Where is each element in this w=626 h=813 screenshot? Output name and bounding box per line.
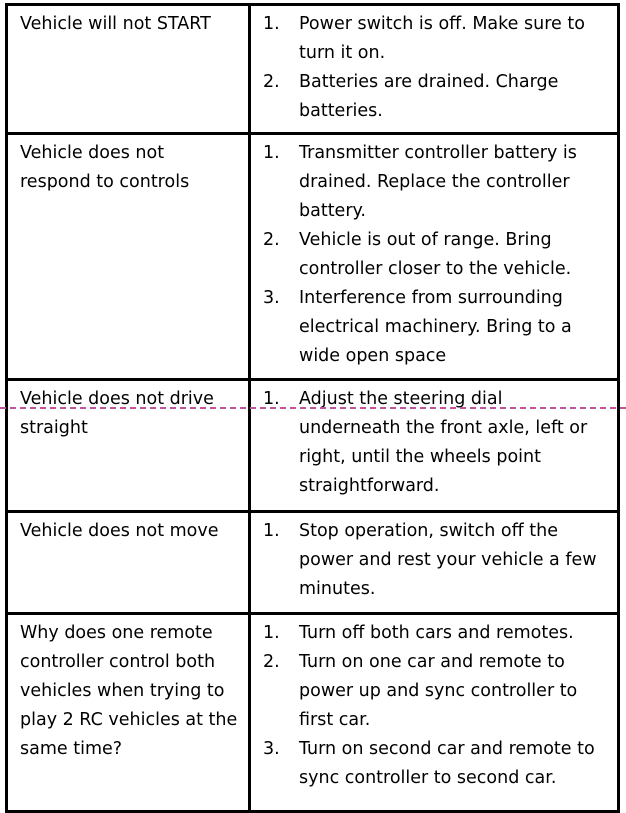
table-row — [7, 380, 619, 512]
problem-cell: Vehicle does not respond to controls — [7, 134, 250, 380]
solution-cell — [250, 134, 619, 380]
solution-item — [263, 735, 609, 793]
solution-list — [263, 139, 609, 371]
step-text: Adjust the steering dial underneath the front axle, left or right, until the wheels point straightforward. — [299, 389, 588, 496]
step-text: Turn on second car and remote to sync controller to second car. — [299, 739, 595, 788]
page-cut-line — [0, 407, 626, 409]
step-number: 3. — [263, 739, 280, 759]
step-number: 1. — [263, 14, 280, 34]
solution-list — [263, 385, 609, 501]
solution-list — [263, 10, 609, 126]
step-text: Stop operation, switch off the power and rest your vehicle a few minutes. — [299, 521, 597, 599]
table-row — [7, 512, 619, 614]
problem-cell: Why does one remote controller control both vehicles when trying to play 2 RC vehicles at the same time? — [7, 614, 250, 812]
solution-item — [263, 517, 609, 604]
solution-item — [263, 10, 609, 68]
solution-item — [263, 68, 609, 126]
step-number: 2. — [263, 72, 280, 92]
step-text: Turn off both cars and remotes. — [299, 623, 574, 643]
step-number: 1. — [263, 521, 280, 541]
problem-cell: Vehicle does not drive straight — [7, 380, 250, 512]
step-number: 1. — [263, 623, 280, 643]
step-text: Batteries are drained. Charge batteries. — [299, 72, 559, 121]
solution-cell — [250, 614, 619, 812]
step-text: Transmitter controller battery is drained. Replace the controller battery. — [299, 143, 577, 221]
solution-cell — [250, 5, 619, 134]
solution-item — [263, 226, 609, 284]
step-text: Turn on one car and remote to power up and sync controller to first car. — [299, 652, 578, 730]
solution-item — [263, 284, 609, 371]
step-text: Interference from surrounding electrical machinery. Bring to a wide open space — [299, 288, 572, 366]
solution-item — [263, 619, 609, 648]
table-row — [7, 614, 619, 812]
step-number: 3. — [263, 288, 280, 308]
step-number: 2. — [263, 230, 280, 250]
step-number: 1. — [263, 389, 280, 409]
solution-item — [263, 139, 609, 226]
step-text: Vehicle is out of range. Bring controller closer to the vehicle. — [299, 230, 572, 279]
table-row — [7, 5, 619, 134]
solution-item — [263, 648, 609, 735]
table-row — [7, 134, 619, 380]
solution-list — [263, 619, 609, 793]
step-number: 1. — [263, 143, 280, 163]
problem-cell: Vehicle will not START — [7, 5, 250, 134]
solution-cell — [250, 512, 619, 614]
solution-list — [263, 517, 609, 604]
solution-cell — [250, 380, 619, 512]
problem-cell: Vehicle does not move — [7, 512, 250, 614]
step-number: 2. — [263, 652, 280, 672]
step-text: Power switch is off. Make sure to turn it on. — [299, 14, 585, 63]
solution-item — [263, 385, 609, 501]
